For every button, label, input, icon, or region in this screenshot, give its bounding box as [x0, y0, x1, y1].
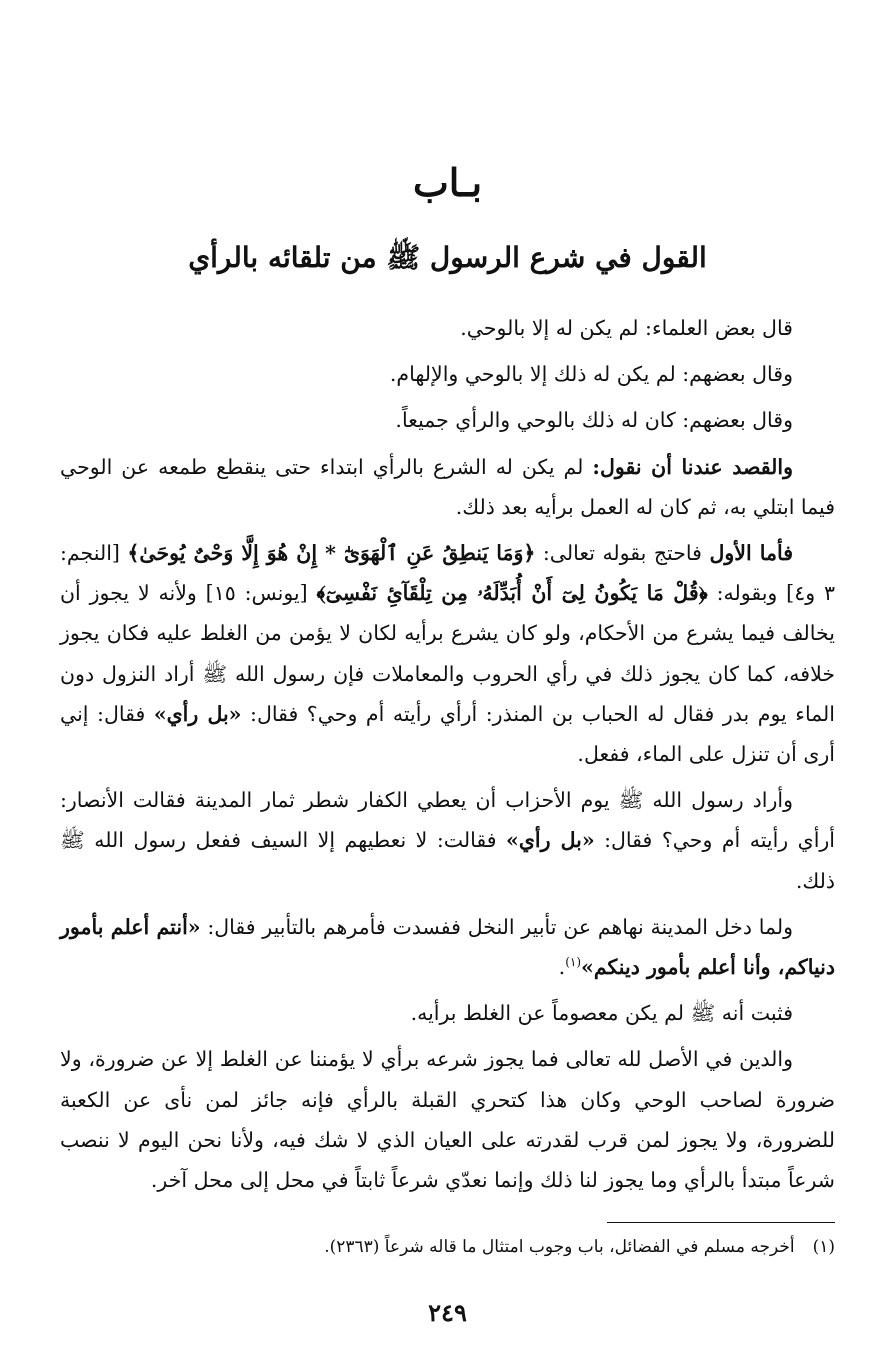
footnote-reference[interactable]: (١)	[565, 955, 582, 970]
paragraph-text: [يونس: ١٥] ولأنه لا يجوز أن يخالف فيما يشرع من الأحكام، ولو كان يشرع برأيه لكان لا يؤمن من الغلط عليه فكان يجوز خلافه، كما كان يجوز ذلك في رأي الحروب والمعاملات فإن رسول الله ﷺ أراد النزول دون الماء يوم بدر فقال له الحباب بن المنذر: أرأي رأيته أم وحي؟ فقال:	[60, 581, 835, 726]
book-page	[60, 0, 835, 1367]
paragraph-2: وقال بعضهم: لم يكن له ذلك إلا بالوحي والإلهام.	[389, 362, 793, 387]
paragraph-3: وقال بعضهم: كان له ذلك بالوحي والرأي جميعاً.	[395, 408, 793, 433]
paragraph-text: فاحتج بقوله تعالى:	[535, 541, 710, 566]
page-number: ٢٤٩	[428, 1298, 467, 1327]
paragraph-1: قال بعض العلماء: لم يكن له إلا بالوحي.	[460, 316, 793, 340]
paragraph-9: والدين في الأصل لله تعالى فما يجوز شرعه برأي لا يؤمننا عن الغلط إلا عن ضرورة، ولا ضرورة لصاحب الوحي وكان هذا كتحري القبلة بالرأي فإنه جائز لمن نأى عن الكعبة للضرورة، ولا يجوز لمن قرب لقدرته على العيان الذي لا شك فيه، ولأنا نحن اليوم لا ننصب شرعاً مبتدأ بالرأي وما يجوز لنا ذلك وإنما نعدّي شرعاً ثابتاً في محل إلى محل آخر.	[60, 1047, 835, 1193]
paragraph-6	[60, 780, 835, 901]
chapter-heading: بـاب	[412, 160, 483, 205]
bold-lead-phrase: والقصد عندنا أن نقول:	[592, 454, 793, 479]
paragraph-text: .	[558, 955, 566, 980]
paragraph-text: وأراد رسول الله ﷺ يوم الأحزاب أن يعطي الكفار شطر ثمار المدينة فقالت الأنصار: أرأي رأيته أم وحي؟ فقال:	[60, 788, 836, 853]
footnote-text: أخرجه مسلم في الفضائل، باب وجوب امتثال ما قاله شرعاً (٢٣٦٣).	[324, 1237, 795, 1257]
hadith-quote: «بل رأي»	[506, 828, 595, 853]
paragraph-text: [النجم: ٣ و٤] وبقوله:	[60, 541, 835, 606]
section-title: القول في شرع الرسول ﷺ من تلقائه بالرأي	[188, 241, 707, 274]
paragraph-4	[60, 447, 835, 527]
footnote	[60, 1234, 835, 1261]
footnote-number: (١)	[812, 1237, 835, 1257]
paragraph-7	[60, 907, 835, 987]
paragraph-text: ولما دخل المدينة نهاهم عن تأبير النخل ففسدت فأمرهم بالتأبير فقال:	[200, 914, 793, 939]
quran-verse: ﴿وَمَا يَنطِقُ عَنِ ٱلْهَوَىٰٓ * إِنْ هُوَ إِلَّا وَحْىٌ يُوحَىٰ﴾	[127, 541, 536, 566]
body-text	[60, 308, 835, 1206]
bold-lead-phrase: فأما الأول	[709, 541, 794, 566]
hadith-quote: «أنتم أعلم بأمور دنياكم، وأنا أعلم بأمور دينكم»	[60, 914, 835, 980]
paragraph-text: فقال: إني أرى أن تنزل على الماء، ففعل.	[60, 701, 835, 767]
paragraph-text: فقالت: لا نعطيهم إلا السيف ففعل رسول الله ﷺ ذلك.	[60, 828, 835, 893]
footnote-divider	[607, 1222, 835, 1223]
quran-verse: ﴿قُلْ مَا يَكُونُ لِىٓ أَنْ أُبَدِّلَهُۥ مِن تِلْقَآئِ نَفْسِىٓ﴾	[316, 581, 708, 606]
paragraph-5	[60, 533, 835, 774]
paragraph-8: فثبت أنه ﷺ لم يكن معصوماً عن الغلط برأيه.	[410, 1001, 793, 1026]
hadith-quote: «بل رأي»	[153, 701, 242, 726]
paragraph-text: لم يكن له الشرع بالرأي ابتداء حتى ينقطع طمعه عن الوحي فيما ابتلي به، ثم كان له العمل برأيه بعد ذلك.	[60, 454, 835, 519]
